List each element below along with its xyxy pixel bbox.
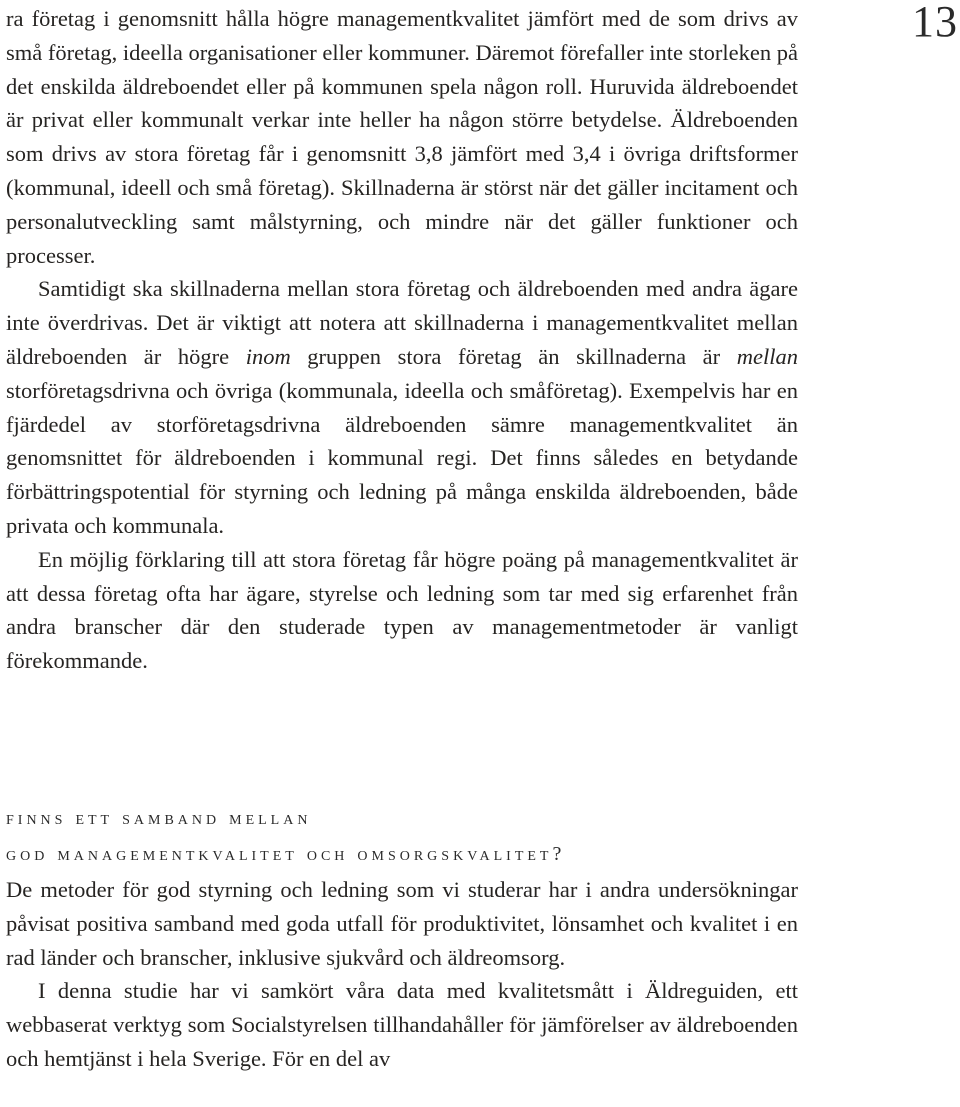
paragraph-3: En möjlig förklaring till att stora företag får högre poäng på managementkvalitet är att dessa företag ofta har ägare, styrelse och ledning som tar med sig erfarenhet från andra branscher där den studerade typen av managementmetoder är vanligt förekommande. [6, 546, 798, 674]
section-heading-line-1: finns ett samband mellan [6, 807, 312, 829]
section-body [6, 873, 798, 1076]
body-text [6, 2, 798, 678]
emphasis-inom: inom [245, 343, 291, 369]
paragraph-2 [6, 272, 798, 542]
section-heading-line-2: god managementkvalitet och omsorgskvalitet? [6, 843, 566, 865]
paragraph-1: ra företag i genomsnitt hålla högre managementkvalitet jämfört med de som drivs av små företag, ideella organisationer eller kommuner. Däremot förefaller inte storleken på det enskilda äldreboendet eller på kommunen spela någon roll. Huruvida äldreboendet är privat eller kommunalt verkar inte heller ha någon större betydelse. Äldreboenden som drivs av stora företag får i genomsnitt 3,8 jämfört med 3,4 i övriga driftsformer (kommunal, ideell och små företag). Skillnaderna är störst när det gäller incitament och personalutveckling samt målstyrning, och mindre när det gäller funktioner och processer. [6, 6, 798, 268]
section-heading [6, 800, 806, 872]
emphasis-mellan: mellan [736, 343, 798, 369]
section-paragraph-1: De metoder för god styrning och ledning som vi studerar har i andra undersökningar påvisat positiva samband med goda utfall för produktivitet, lönsamhet och kvalitet i en rad länder och branscher, inklusive sjukvård och äldreomsorg. [6, 877, 798, 970]
paragraph-2-part1: Samtidigt ska skillnaderna mellan stora företag och äldreboenden med andra ägare inte överdrivas. Det är viktigt att notera att skillnaderna i managementkvalitet mellan äldreboenden är högre [6, 276, 798, 369]
section-paragraph-2: I denna studie har vi samkört våra data med kvalitetsmått i Äldreguiden, ett webbaserat verktyg som Socialstyrelsen tillhandahåller för jämförelser av äldreboenden och hemtjänst i hela Sverige. För en del av [6, 978, 798, 1071]
paragraph-2-part2: gruppen stora företag än skillnaderna är [290, 343, 737, 369]
page-number: 13 [912, 0, 958, 46]
paragraph-2-part3: storföretagsdrivna och övriga (kommunala, ideella och småföretag). Exempelvis har en fjärdedel av storföretagsdrivna äldreboenden sämre managementkvalitet än genomsnittet för äldreboenden i kommunal regi. Det finns således en betydande förbättringspotential för styrning och ledning på många enskilda äldreboenden, både privata och kommunala. [6, 377, 798, 538]
